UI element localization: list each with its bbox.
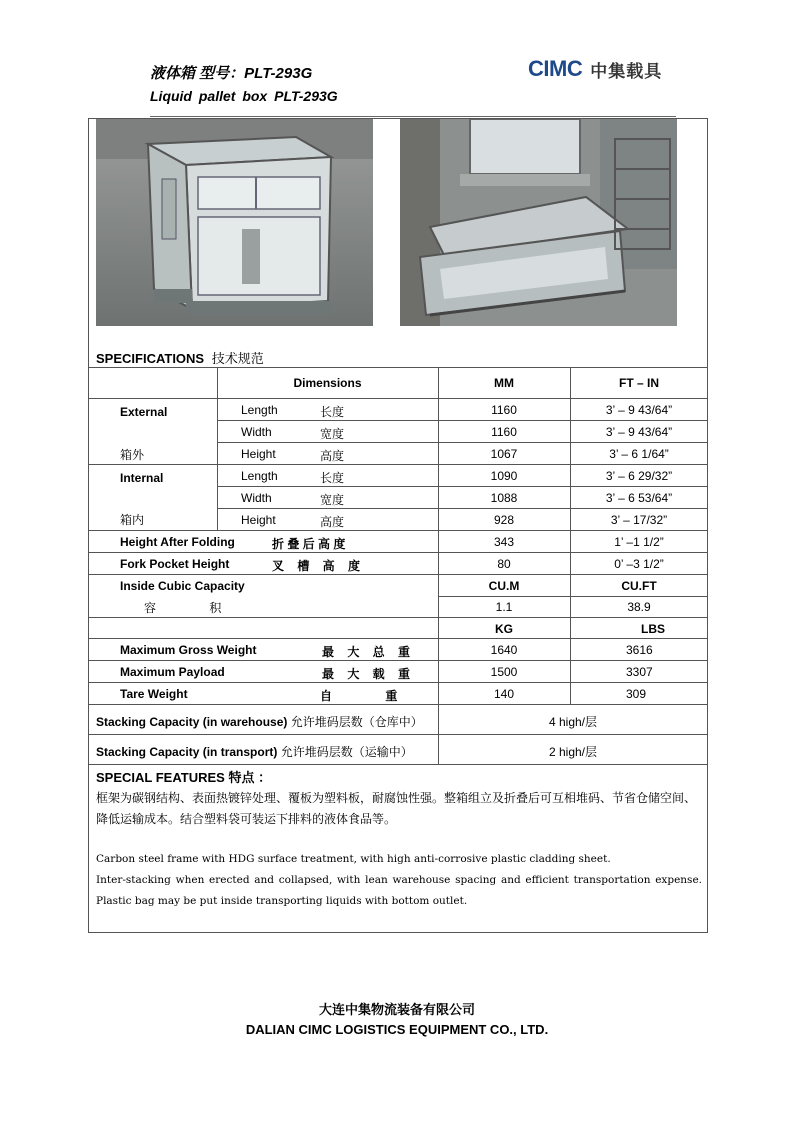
rule xyxy=(88,682,708,683)
ext-height-name: Height xyxy=(241,447,276,461)
ext-width-ftin: 3’ – 9 43/64” xyxy=(605,425,673,439)
rule xyxy=(88,638,708,639)
title-chinese: 液体箱 型号：PLT-293G xyxy=(150,65,313,82)
stack-transport-label: Stacking Capacity (in transport) xyxy=(96,745,278,759)
stack-warehouse-label: Stacking Capacity (in warehouse) xyxy=(96,715,288,729)
stack-warehouse-value: 4 high/层 xyxy=(548,715,598,729)
rule xyxy=(88,398,708,399)
footer-company-cn: 大连中集物流装备有限公司 xyxy=(318,1002,475,1017)
tare-lbs: 309 xyxy=(626,687,647,701)
weight-unit-lbs: LBS xyxy=(641,622,665,636)
capacity-imperial: 38.9 xyxy=(627,600,651,614)
rule xyxy=(88,574,708,575)
fork-pocket-cn: 叉 槽 高 度 xyxy=(272,559,361,573)
internal-label-cn: 箱内 xyxy=(120,513,145,527)
rule xyxy=(88,617,708,618)
max-gross-cn: 最 大 总 重 xyxy=(322,645,411,659)
col-header-mm: MM xyxy=(494,376,514,390)
stack-warehouse-row xyxy=(96,713,423,730)
features-text-cn: 框架为碳钢结构、表面热镀锌处理、覆板为塑料板，耐腐蚀性强。整箱组立及折叠后可互相堆码、节省仓储空间、降低运输成本。结合塑料袋可装运下排料的液体食品等。 xyxy=(96,791,697,826)
stack-transport-cn: 允许堆码层数（运输中） xyxy=(280,745,413,759)
ext-length-mm: 1160 xyxy=(491,403,517,417)
ext-height-cn: 高度 xyxy=(320,449,345,463)
int-width-ftin: 3’ – 6 53/64” xyxy=(605,491,673,505)
rule xyxy=(438,596,708,597)
capacity-unit-metric: CU.M xyxy=(488,579,520,593)
max-payload-lbs: 3307 xyxy=(626,665,653,679)
int-length-mm: 1090 xyxy=(490,469,518,483)
int-height-name: Height xyxy=(241,513,276,527)
internal-label: Internal xyxy=(120,471,164,485)
title-english: Liquid pallet box PLT-293G xyxy=(150,88,338,104)
int-width-cn: 宽度 xyxy=(320,493,345,507)
capacity-unit-imperial: CU.FT xyxy=(621,579,657,593)
ext-width-name: Width xyxy=(241,425,272,439)
features-text-en-line2: Inter-stacking when erected and collapsed, with lean warehouse spacing and efficient transportation expense. Plastic bag may be put inside transporting liquids with bottom outlet. xyxy=(96,874,702,907)
weight-unit-kg: KG xyxy=(495,622,513,636)
capacity-label: Inside Cubic Capacity xyxy=(120,579,245,593)
int-length-cn: 长度 xyxy=(320,471,345,485)
rule xyxy=(88,704,708,705)
fork-pocket-ftin: 0’ –3 1/2” xyxy=(614,557,664,571)
external-label: External xyxy=(120,405,168,419)
ext-height-ftin: 3’ – 6 1/64” xyxy=(609,447,669,461)
rule xyxy=(217,367,218,530)
ext-width-cn: 宽度 xyxy=(320,427,345,441)
tare-kg: 140 xyxy=(493,687,515,701)
rule xyxy=(217,420,708,421)
product-photo-folded xyxy=(400,119,677,326)
ext-length-ftin: 3’ – 9 43/64” xyxy=(605,403,673,417)
rule xyxy=(88,660,708,661)
max-payload-cn: 最 大 载 重 xyxy=(322,667,411,681)
specifications-heading-cn: 技术规范 xyxy=(211,351,264,366)
int-height-mm: 928 xyxy=(493,513,515,527)
rule xyxy=(88,464,708,465)
stack-warehouse-cn: 允许堆码层数（仓库中） xyxy=(290,715,423,729)
fork-pocket-mm: 80 xyxy=(497,557,511,571)
folding-height-label: Height After Folding xyxy=(120,535,235,549)
rule xyxy=(217,442,708,443)
ext-length-cn: 长度 xyxy=(320,405,345,419)
rule xyxy=(217,486,708,487)
int-height-ftin: 3’ – 17/32” xyxy=(610,513,668,527)
fork-pocket-label: Fork Pocket Height xyxy=(120,557,230,571)
stack-transport-row xyxy=(96,743,413,760)
header-rule xyxy=(150,116,676,117)
rule xyxy=(88,530,708,531)
int-height-cn: 高度 xyxy=(320,515,345,529)
ext-height-mm: 1067 xyxy=(490,447,518,461)
features-text-en-line1: Carbon steel frame with HDG surface treatment, with high anti-corrosive plastic cladding sheet. xyxy=(96,853,611,865)
ext-length-name: Length xyxy=(241,403,278,417)
tare-cn: 自 重 xyxy=(320,689,398,703)
col-header-dimensions: Dimensions xyxy=(293,376,362,390)
int-width-name: Width xyxy=(241,491,272,505)
ext-width-mm: 1160 xyxy=(491,425,517,439)
logo-chinese: 中集载具 xyxy=(590,61,663,81)
int-length-ftin: 3’ – 6 29/32” xyxy=(605,469,673,483)
int-width-mm: 1088 xyxy=(490,491,518,505)
capacity-metric: 1.1 xyxy=(495,600,513,614)
int-length-name: Length xyxy=(241,469,278,483)
folding-height-mm: 343 xyxy=(493,535,515,549)
footer-company-en: DALIAN CIMC LOGISTICS EQUIPMENT CO., LTD. xyxy=(245,1022,549,1037)
rule xyxy=(217,508,708,509)
features-heading xyxy=(96,767,271,786)
specifications-heading xyxy=(96,348,264,367)
specifications-heading-en: SPECIFICATIONS xyxy=(96,351,205,366)
features-heading-cn: 特点 ： xyxy=(228,770,272,785)
rule xyxy=(88,764,708,765)
product-photo-assembled xyxy=(96,119,373,326)
features-text-en xyxy=(96,849,702,912)
folding-height-cn: 折 叠 后 高 度 xyxy=(272,537,346,551)
rule xyxy=(88,734,708,735)
folding-height-ftin: 1’ –1 1/2” xyxy=(614,535,664,549)
capacity-cn: 容 积 xyxy=(144,601,222,615)
rule xyxy=(88,367,708,368)
tare-label: Tare Weight xyxy=(120,687,188,701)
col-header-ftin: FT – IN xyxy=(618,376,659,390)
max-payload-kg: 1500 xyxy=(490,665,518,679)
features-heading-en: SPECIAL FEATURES xyxy=(96,770,225,785)
logo-mark: CIMC xyxy=(528,56,583,81)
max-gross-kg: 1640 xyxy=(490,643,518,657)
company-logo xyxy=(528,56,662,82)
max-gross-lbs: 3616 xyxy=(626,643,653,657)
rule xyxy=(88,552,708,553)
stack-transport-value: 2 high/层 xyxy=(548,745,598,759)
external-label-cn: 箱外 xyxy=(120,448,145,462)
max-gross-label: Maximum Gross Weight xyxy=(120,643,257,657)
max-payload-label: Maximum Payload xyxy=(120,665,225,679)
